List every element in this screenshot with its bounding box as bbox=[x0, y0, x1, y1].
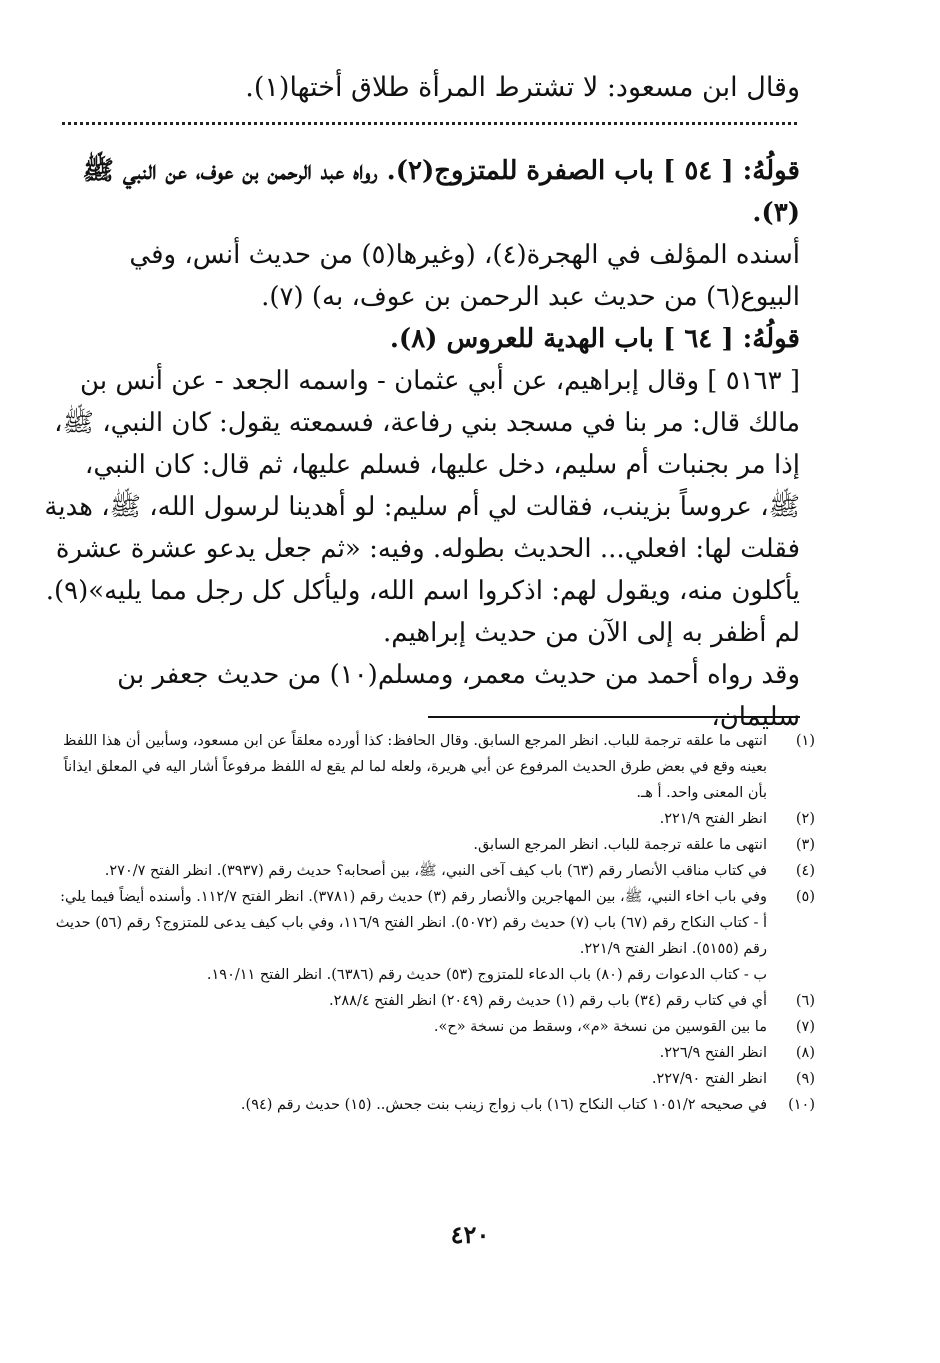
paragraph-isnad: أسنده المؤلف في الهجرة(٤)، (وغيرها(٥) من حديث أنس، وفي البيوع(٦) من حديث عبد الرحمن بن عوف، به) (٧). bbox=[129, 240, 800, 312]
paragraph-comment: لم أظفر به إلى الآن من حديث إبراهيم. bbox=[383, 618, 800, 648]
footnote-text: انظر الفتح ٢٢٧/٩٠. bbox=[651, 1071, 767, 1087]
footnote bbox=[55, 1014, 815, 1040]
footnote-number: (١٠) bbox=[788, 1097, 815, 1113]
footnote-number: (٦) bbox=[795, 993, 815, 1009]
footnote-subitem bbox=[55, 910, 815, 962]
footnote-text: في كتاب مناقب الأنصار رقم (٦٣) باب كيف آخى النبي، ﷺ، بين أصحابه؟ حديث رقم (٣٩٣٧). انظر الفتح ٢٧٠/٧. bbox=[104, 863, 767, 879]
page-number: ٤٢٠ bbox=[450, 1220, 490, 1249]
footnote-number: (٧) bbox=[795, 1019, 815, 1035]
footnote-number: (٢) bbox=[795, 811, 815, 827]
paragraph-bab-54: قولُهُ: [ ٥٤ ] باب الصفرة للمتزوج(٢). رواه عبد الرحمن بن عوف، عن النبي ﷺ (٣). bbox=[82, 156, 800, 228]
footnote bbox=[55, 1066, 815, 1092]
footnote-separator bbox=[428, 716, 800, 718]
footnote-number: (٩) bbox=[795, 1071, 815, 1087]
footnotes bbox=[55, 728, 815, 1118]
paragraph-hadith-5163: [ ٥١٦٣ ] وقال إبراهيم، عن أبي عثمان - واسمه الجعد - عن أنس بن مالك قال: مر بنا في مسجد بني رفاعة، فسمعته يقول: كان النبي، ﷺ، إذا مر بجنبات أم سليم، دخل عليها، فسلم عليها، ثم قال: كان النبي، ﷺ، عروساً بزينب، فقالت لي أم سليم: لو أهدينا لرسول الله، ﷺ، هدية فقلت لها: افعلي... الحديث بطوله. وفيه: «ثم جعل يدعو عشرة عشرة يأكلون منه، ويقول لهم: اذكروا اسم الله، وليأكل كل رجل مما يليه»(٩). bbox=[44, 366, 800, 606]
footnote bbox=[55, 832, 815, 858]
footnote-text: أ - كتاب النكاح رقم (٦٧) باب (٧) حديث رقم (٥٠٧٢). انظر الفتح ١١٦/٩، وفي باب كيف يدعى للمتزوج؟ رقم (٥٦) حديث رقم (٥١٥٥). انظر الفتح ٢٢١/٩. bbox=[55, 915, 767, 957]
footnote bbox=[55, 988, 815, 1014]
footnote-text: انتهى ما علقه ترجمة للباب. انظر المرجع السابق. bbox=[473, 837, 767, 853]
footnote bbox=[55, 1092, 815, 1118]
footnote-text: أي في كتاب رقم (٣٤) باب رقم (١) حديث رقم (٢٠٤٩) انظر الفتح ٢٨٨/٤. bbox=[329, 993, 767, 1009]
footnote-text: ما بين القوسين من نسخة «م»، وسقط من نسخة «ح». bbox=[433, 1019, 767, 1035]
footnote-text: انظر الفتح ٢٢٦/٩. bbox=[659, 1045, 767, 1061]
footnote bbox=[55, 884, 815, 910]
footnote-text: في صحيحه ١٠٥١/٢ كتاب النكاح (١٦) باب زواج زينب بنت جحش.. (١٥) حديث رقم (٩٤). bbox=[240, 1097, 767, 1113]
footnote bbox=[55, 858, 815, 884]
footnote-number: (١) bbox=[795, 733, 815, 749]
footnote-text: ب - كتاب الدعوات رقم (٨٠) باب الدعاء للمتزوج (٥٣) حديث رقم (٦٣٨٦). انظر الفتح ١٩٠/١١. bbox=[206, 967, 767, 983]
footnote-text: وفي باب اخاء النبي، ﷺ، بين المهاجرين والأنصار رقم (٣) حديث رقم (٣٧٨١). انظر الفتح ١١٢/٧. وأسنده أيضاً فيما يلي: bbox=[60, 889, 767, 905]
footnote bbox=[55, 1040, 815, 1066]
footnote-number: (٥) bbox=[795, 889, 815, 905]
dotted-separator bbox=[62, 122, 797, 125]
footnote-text: انظر الفتح ٢٢١/٩. bbox=[659, 811, 767, 827]
main-text bbox=[40, 150, 800, 738]
footnote-number: (٤) bbox=[795, 863, 815, 879]
paragraph-bab-64: قولُهُ: [ ٦٤ ] باب الهدية للعروس (٨). bbox=[389, 324, 800, 354]
footnote-text: انتهى ما علقه ترجمة للباب. انظر المرجع السابق. وقال الحافظ: كذا أورده معلقاً عن ابن مسعود، وسأبين أن هذا اللفظ بعينه وقع في بعض طرق الحديث المرفوع عن أبي هريرة، ولعله لما لم يقع له اللفظ مرفوعاً أشار اليه في المعلق ايذاناً بأن المعنى واحد. أ هـ. bbox=[62, 733, 767, 801]
footnote bbox=[55, 806, 815, 832]
footnote-number: (٣) bbox=[795, 837, 815, 853]
footnote-subitem bbox=[55, 962, 815, 988]
footnote-number: (٨) bbox=[795, 1045, 815, 1061]
opening-line: وقال ابن مسعود: لا تشترط المرأة طلاق أختها(١). bbox=[245, 72, 800, 103]
footnote bbox=[55, 728, 815, 806]
paragraph-riwaya: وقد رواه أحمد من حديث معمر، ومسلم(١٠) من حديث جعفر بن سليمان، bbox=[117, 660, 800, 732]
